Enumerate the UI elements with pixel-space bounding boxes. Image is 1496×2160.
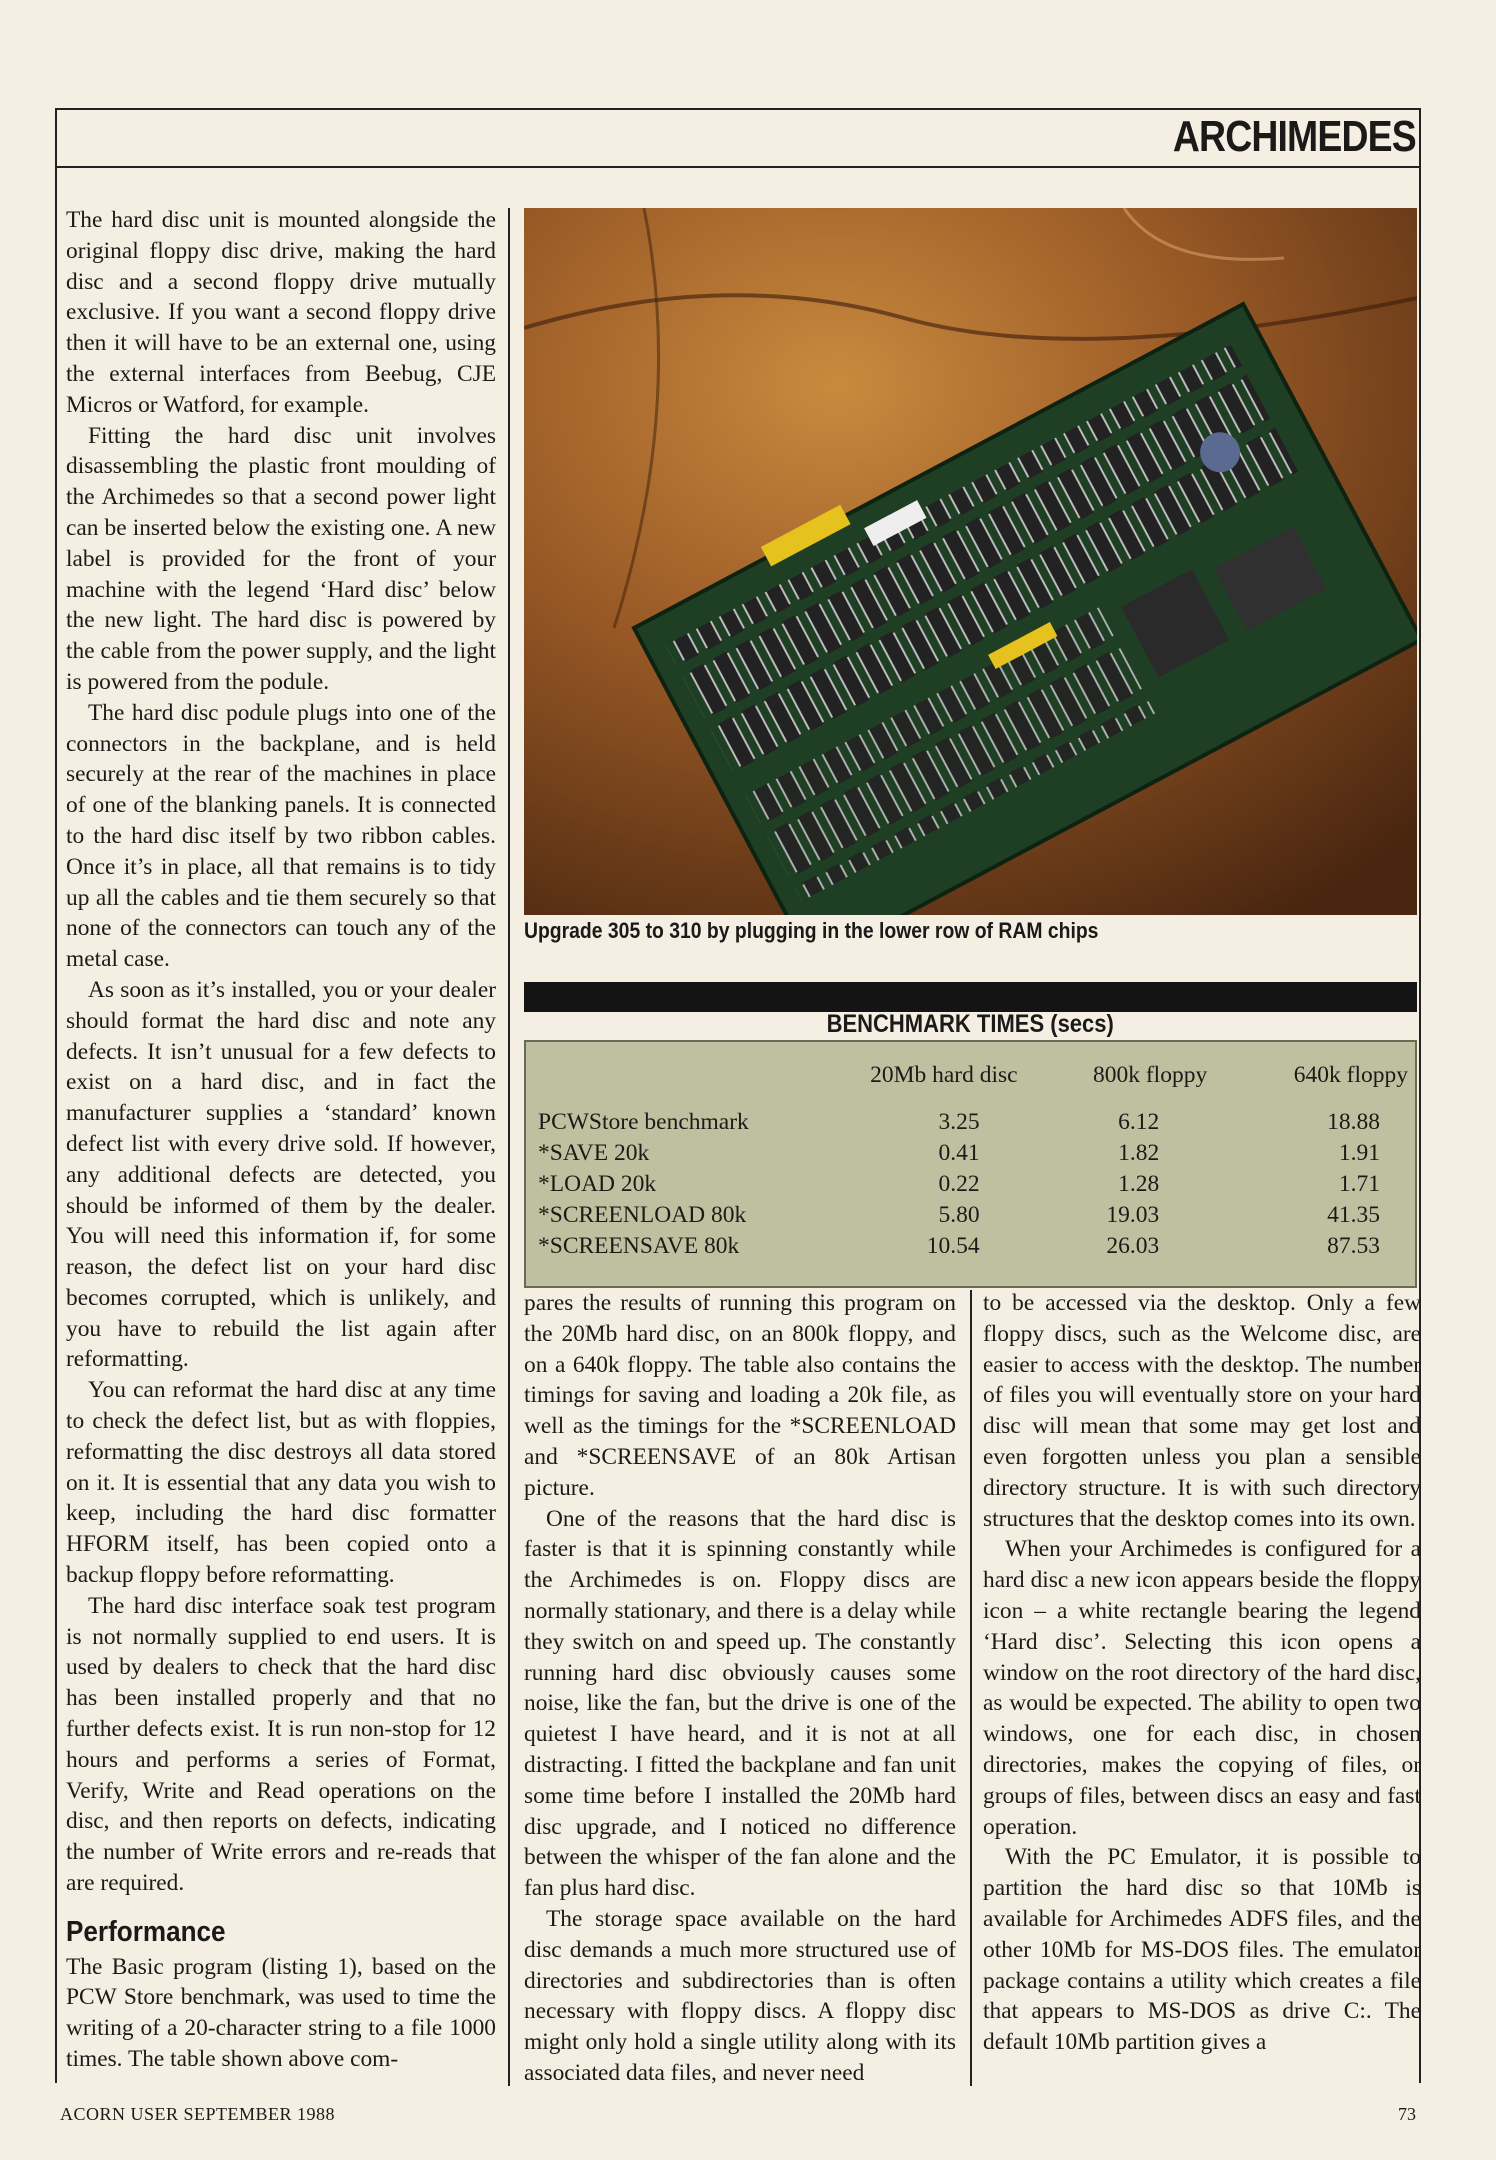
- left-column: [66, 205, 496, 2085]
- paragraph: Fitting the hard disc unit involves disassembling the plastic front moulding of the Archimedes so that a second power light can be inserted below the existing one. A new label is provided for the front of your machine with the legend ‘Hard disc’ below the new light. The hard disc is powered by the cable from the power supply, and the light is powered from the podule.: [66, 422, 496, 695]
- benchmark-title: [524, 1010, 1417, 1042]
- table-row-label: *SAVE 20k: [538, 1140, 650, 1166]
- table-row: [538, 1107, 1408, 1138]
- table-row: [538, 1200, 1408, 1231]
- table-row-label: *SCREENSAVE 80k: [538, 1233, 740, 1259]
- paragraph: With the PC Emulator, it is possible to partition the hard disc so that 10Mb is available for Archimedes ADFS files, and the other 10Mb for MS-DOS files. The emulator package contains a utility which creates a file that appears to MS-DOS as drive C:. The default 10Mb partition gives a: [983, 1844, 1421, 2056]
- table-cell: 18.88: [1327, 1109, 1380, 1135]
- subheading-performance: Performance: [66, 1915, 226, 1948]
- paragraph: The Basic program (listing 1), based on the PCW Store benchmark, was used to time the writing of a 20-character string to a file 1000 times. The table shown above com-: [66, 1953, 496, 2073]
- column-divider: [508, 208, 510, 2086]
- table-cell: 5.80: [938, 1202, 980, 1228]
- table-cell: 3.25: [938, 1109, 980, 1135]
- table-cell: 1.91: [1338, 1140, 1380, 1166]
- table-cell: 10.54: [926, 1233, 980, 1259]
- header-rule: [57, 166, 1419, 168]
- table-header: 640k floppy: [1293, 1062, 1408, 1088]
- circuit-board-image: [524, 208, 1417, 915]
- paragraph: As soon as it’s installed, you or your dealer should format the hard disc and note any defects. It isn’t unusual for a few defects to exist on a hard disc, and in fact the manufacturer supplies a ‘standard’ known defect list with every drive sold. If however, any additional defects are detected, you should be informed of them by the dealer. You will need this information if, for some reason, the defect list on your hard disc becomes corrupted, which is unlikely, and you have to rebuild the list again after reformatting.: [66, 976, 496, 1373]
- paragraph: to be accessed via the desktop. Only a few floppy discs, such as the Welcome disc, are easier to access with the desktop. The number of files you will eventually store on your hard disc will mean that some may get lost and even forgotten unless you plan a sensible directory structure. It is with such directory structures that the desktop comes into its own.: [983, 1290, 1421, 1532]
- paragraph: One of the reasons that the hard disc is faster is that it is spinning constantly while the Archimedes is on. Floppy discs are normally stationary, and there is a delay while they switch on and speed up. The constantly running hard disc obviously causes some noise, like the fan, but the drive is one of the quietest I have heard, and it is not at all distracting. I fitted the backplane and fan unit some time before I installed the 20Mb hard disc upgrade, and I noticed no difference between the whisper of the fan alone and the fan plus hard disc.: [524, 1505, 956, 1902]
- table-cell: 87.53: [1327, 1233, 1380, 1259]
- table-cell: 41.35: [1327, 1202, 1380, 1228]
- benchmark-table: [538, 1062, 1408, 1262]
- right-column: [983, 1288, 1421, 2088]
- paragraph: pares the results of running this program on the 20Mb hard disc, on an 800k floppy, and on a 640k floppy. The table also contains the timings for saving and loading a 20k file, as well as the timings for the *SCREENLOAD and *SCREENSAVE of an 80k Artisan picture.: [524, 1290, 956, 1501]
- table-row-label: PCWStore benchmark: [538, 1109, 749, 1135]
- table-row: [538, 1138, 1408, 1169]
- column-divider: [970, 1290, 972, 2086]
- paragraph: The storage space available on the hard disc demands a much more structured use of directories and subdirectories than is often necessary with floppy discs. A floppy disc might only hold a single utility along with its associated data files, and never need: [524, 1905, 956, 2086]
- footer-page-number: 73: [1398, 2104, 1416, 2124]
- benchmark-title-text: BENCHMARK TIMES (secs): [825, 1010, 1116, 1042]
- middle-column: [524, 1288, 956, 2088]
- section-title: ARCHIMEDES: [1173, 112, 1416, 161]
- paragraph: The hard disc podule plugs into one of the connectors in the backplane, and is held securely at the rear of the machines in place of one of the blanking panels. It is connected to the hard disc itself by two ribbon cables. Once it’s in place, all that remains is to tidy up all the cables and tie them securely so that none of the connectors can touch any of the metal case.: [66, 699, 496, 973]
- paragraph: When your Archimedes is configured for a hard disc a new icon appears beside the floppy icon – a white rectangle bearing the legend ‘Hard disc’. Selecting this icon opens a window on the root directory of the hard disc, as would be expected. The ability to open two windows, one for each disc, in chosen directories, makes the copying of files, or groups of files, between discs an easy and fast operation.: [983, 1536, 1421, 1840]
- paragraph: The hard disc unit is mounted alongside the original floppy disc drive, making the hard disc and a second floppy drive mutually exclusive. If you want a second floppy drive then it will have to be an external one, using the external interfaces from Beebug, CJE Micros or Watford, for example.: [66, 207, 496, 418]
- circuit-board-photo: [524, 208, 1417, 915]
- table-row: [538, 1169, 1408, 1200]
- table-cell: 0.41: [938, 1140, 980, 1166]
- table-header: 20Mb hard disc: [870, 1062, 1018, 1088]
- table-row: [538, 1231, 1408, 1262]
- benchmark-bar: [524, 982, 1417, 1012]
- table-cell: 6.12: [1118, 1109, 1160, 1135]
- table-header-row: [538, 1062, 1408, 1107]
- table-cell: 0.22: [938, 1171, 980, 1197]
- paragraph: The hard disc interface soak test program is not normally supplied to end users. It is used by dealers to check that the hard disc has been installed properly and that no further defects exist. It is run non-stop for 12 hours and performs a series of Format, Verify, Write and Read operations on the disc, and then reports on defects, indicating the number of Write errors and re-reads that are required.: [66, 1592, 496, 1897]
- table-row-label: *SCREENLOAD 80k: [538, 1202, 747, 1228]
- table-cell: 1.82: [1118, 1140, 1160, 1166]
- photo-caption: Upgrade 305 to 310 by plugging in the lower row of RAM chips: [524, 918, 1099, 943]
- table-cell: 1.71: [1338, 1171, 1380, 1197]
- benchmark-table-box: [524, 1040, 1417, 1288]
- table-row-label: *LOAD 20k: [538, 1171, 657, 1197]
- footer-magazine: ACORN USER SEPTEMBER 1988: [60, 2104, 336, 2124]
- table-cell: 19.03: [1106, 1202, 1160, 1228]
- table-header: 800k floppy: [1092, 1062, 1208, 1088]
- table-cell: 26.03: [1106, 1233, 1160, 1259]
- table-cell: 1.28: [1118, 1171, 1160, 1197]
- table-header-empty: [538, 1062, 861, 1107]
- paragraph: You can reformat the hard disc at any time to check the defect list, but as with floppies, reformatting the disc destroys all data stored on it. It is essential that any data you wish to keep, including the hard disc formatter HFORM itself, has been copied onto a backup floppy before reformatting.: [66, 1377, 496, 1589]
